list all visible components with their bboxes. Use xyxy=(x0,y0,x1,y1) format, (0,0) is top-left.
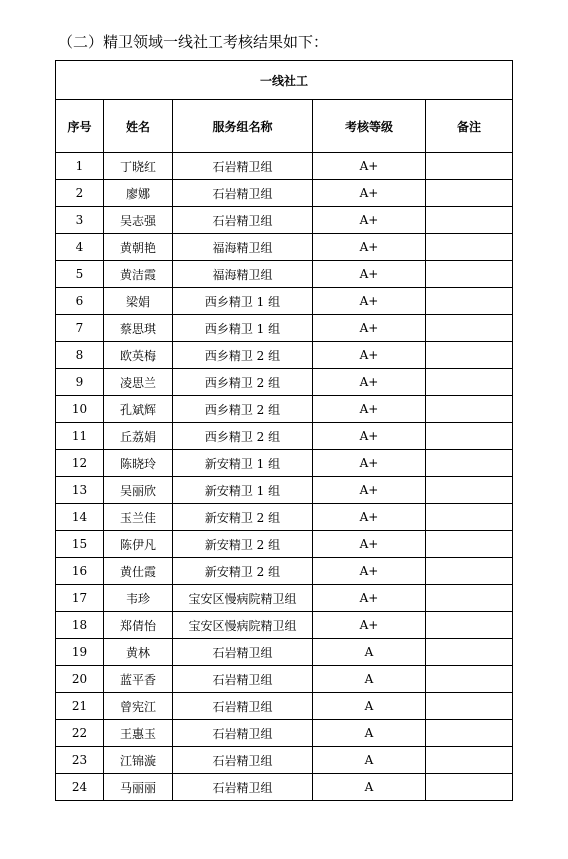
cell-name: 郑倩怡 xyxy=(104,612,173,639)
cell-note xyxy=(426,342,513,369)
cell-note xyxy=(426,774,513,801)
cell-grade: A xyxy=(313,693,426,720)
cell-note xyxy=(426,207,513,234)
cell-number: 16 xyxy=(56,558,104,585)
column-header-number: 序号 xyxy=(56,100,104,153)
table-body xyxy=(56,153,513,801)
cell-group: 石岩精卫组 xyxy=(173,153,313,180)
cell-name: 蔡思琪 xyxy=(104,315,173,342)
table-row xyxy=(56,612,513,639)
cell-grade: A+ xyxy=(313,558,426,585)
cell-grade: A+ xyxy=(313,207,426,234)
cell-name: 蓝平香 xyxy=(104,666,173,693)
cell-note xyxy=(426,504,513,531)
cell-name: 王惠玉 xyxy=(104,720,173,747)
cell-note xyxy=(426,288,513,315)
cell-number: 19 xyxy=(56,639,104,666)
cell-note xyxy=(426,558,513,585)
cell-number: 24 xyxy=(56,774,104,801)
cell-name: 廖娜 xyxy=(104,180,173,207)
cell-name: 玉兰佳 xyxy=(104,504,173,531)
cell-number: 23 xyxy=(56,747,104,774)
cell-number: 15 xyxy=(56,531,104,558)
cell-note xyxy=(426,234,513,261)
cell-number: 17 xyxy=(56,585,104,612)
table-header-row xyxy=(56,100,513,153)
cell-grade: A+ xyxy=(313,288,426,315)
table-row xyxy=(56,666,513,693)
table-row xyxy=(56,180,513,207)
cell-group: 新安精卫 2 组 xyxy=(173,504,313,531)
cell-note xyxy=(426,477,513,504)
table-row xyxy=(56,261,513,288)
cell-group: 石岩精卫组 xyxy=(173,693,313,720)
cell-number: 4 xyxy=(56,234,104,261)
cell-group: 福海精卫组 xyxy=(173,234,313,261)
cell-grade: A xyxy=(313,720,426,747)
table-row xyxy=(56,747,513,774)
cell-note xyxy=(426,666,513,693)
table-row xyxy=(56,477,513,504)
table-row xyxy=(56,693,513,720)
cell-group: 石岩精卫组 xyxy=(173,639,313,666)
cell-number: 1 xyxy=(56,153,104,180)
column-header-note: 备注 xyxy=(426,100,513,153)
cell-note xyxy=(426,423,513,450)
cell-number: 22 xyxy=(56,720,104,747)
column-header-name: 姓名 xyxy=(104,100,173,153)
cell-note xyxy=(426,396,513,423)
cell-grade: A+ xyxy=(313,585,426,612)
cell-group: 宝安区慢病院精卫组 xyxy=(173,612,313,639)
table-row xyxy=(56,234,513,261)
cell-number: 11 xyxy=(56,423,104,450)
cell-grade: A xyxy=(313,774,426,801)
cell-name: 梁娟 xyxy=(104,288,173,315)
cell-group: 石岩精卫组 xyxy=(173,747,313,774)
cell-group: 西乡精卫 1 组 xyxy=(173,288,313,315)
table-row xyxy=(56,315,513,342)
column-header-group: 服务组名称 xyxy=(173,100,313,153)
table-row xyxy=(56,774,513,801)
cell-grade: A+ xyxy=(313,450,426,477)
cell-name: 黄洁霞 xyxy=(104,261,173,288)
cell-group: 西乡精卫 2 组 xyxy=(173,423,313,450)
cell-note xyxy=(426,585,513,612)
cell-group: 石岩精卫组 xyxy=(173,207,313,234)
table-row xyxy=(56,396,513,423)
cell-name: 丁晓红 xyxy=(104,153,173,180)
cell-grade: A+ xyxy=(313,261,426,288)
cell-group: 西乡精卫 2 组 xyxy=(173,396,313,423)
cell-group: 石岩精卫组 xyxy=(173,666,313,693)
cell-number: 13 xyxy=(56,477,104,504)
cell-note xyxy=(426,261,513,288)
table-row xyxy=(56,639,513,666)
table-row xyxy=(56,585,513,612)
cell-note xyxy=(426,315,513,342)
cell-note xyxy=(426,612,513,639)
cell-name: 曾宪江 xyxy=(104,693,173,720)
cell-name: 吴丽欣 xyxy=(104,477,173,504)
section-heading: （二）精卫领域一线社工考核结果如下： xyxy=(58,33,329,51)
table-row xyxy=(56,720,513,747)
cell-number: 7 xyxy=(56,315,104,342)
cell-group: 石岩精卫组 xyxy=(173,180,313,207)
cell-grade: A+ xyxy=(313,234,426,261)
cell-grade: A+ xyxy=(313,315,426,342)
cell-note xyxy=(426,639,513,666)
table-row xyxy=(56,207,513,234)
table-row xyxy=(56,342,513,369)
cell-grade: A+ xyxy=(313,342,426,369)
cell-group: 西乡精卫 2 组 xyxy=(173,342,313,369)
cell-name: 孔斌辉 xyxy=(104,396,173,423)
cell-group: 新安精卫 2 组 xyxy=(173,531,313,558)
table-title: 一线社工 xyxy=(56,61,513,100)
cell-note xyxy=(426,450,513,477)
cell-name: 欧英梅 xyxy=(104,342,173,369)
table-row xyxy=(56,423,513,450)
cell-number: 20 xyxy=(56,666,104,693)
cell-name: 凌思兰 xyxy=(104,369,173,396)
cell-number: 10 xyxy=(56,396,104,423)
cell-name: 韦珍 xyxy=(104,585,173,612)
cell-grade: A+ xyxy=(313,477,426,504)
table-row xyxy=(56,288,513,315)
cell-grade: A xyxy=(313,666,426,693)
cell-number: 3 xyxy=(56,207,104,234)
cell-group: 西乡精卫 2 组 xyxy=(173,369,313,396)
cell-group: 新安精卫 1 组 xyxy=(173,450,313,477)
cell-grade: A+ xyxy=(313,180,426,207)
cell-grade: A+ xyxy=(313,396,426,423)
cell-number: 21 xyxy=(56,693,104,720)
cell-grade: A+ xyxy=(313,423,426,450)
cell-note xyxy=(426,531,513,558)
cell-number: 8 xyxy=(56,342,104,369)
cell-grade: A+ xyxy=(313,612,426,639)
cell-number: 2 xyxy=(56,180,104,207)
cell-name: 黄林 xyxy=(104,639,173,666)
cell-grade: A+ xyxy=(313,531,426,558)
cell-group: 石岩精卫组 xyxy=(173,774,313,801)
cell-name: 陈晓玲 xyxy=(104,450,173,477)
cell-number: 18 xyxy=(56,612,104,639)
table-title-row xyxy=(56,61,513,100)
cell-number: 9 xyxy=(56,369,104,396)
cell-group: 新安精卫 1 组 xyxy=(173,477,313,504)
cell-note xyxy=(426,180,513,207)
cell-group: 西乡精卫 1 组 xyxy=(173,315,313,342)
cell-number: 6 xyxy=(56,288,104,315)
cell-note xyxy=(426,153,513,180)
cell-number: 12 xyxy=(56,450,104,477)
cell-grade: A+ xyxy=(313,504,426,531)
cell-note xyxy=(426,747,513,774)
cell-name: 丘荔娟 xyxy=(104,423,173,450)
cell-note xyxy=(426,369,513,396)
table-row xyxy=(56,531,513,558)
table-row xyxy=(56,450,513,477)
cell-group: 福海精卫组 xyxy=(173,261,313,288)
cell-name: 吴志强 xyxy=(104,207,173,234)
cell-group: 新安精卫 2 组 xyxy=(173,558,313,585)
cell-group: 石岩精卫组 xyxy=(173,720,313,747)
cell-name: 马丽丽 xyxy=(104,774,173,801)
results-table xyxy=(55,60,513,801)
cell-grade: A+ xyxy=(313,153,426,180)
cell-name: 陈伊凡 xyxy=(104,531,173,558)
cell-note xyxy=(426,693,513,720)
table-row xyxy=(56,153,513,180)
cell-group: 宝安区慢病院精卫组 xyxy=(173,585,313,612)
cell-number: 14 xyxy=(56,504,104,531)
column-header-grade: 考核等级 xyxy=(313,100,426,153)
cell-name: 黄仕霞 xyxy=(104,558,173,585)
cell-name: 黄朝艳 xyxy=(104,234,173,261)
cell-grade: A xyxy=(313,639,426,666)
cell-name: 江锦漩 xyxy=(104,747,173,774)
table-row xyxy=(56,369,513,396)
table-row xyxy=(56,504,513,531)
cell-note xyxy=(426,720,513,747)
cell-number: 5 xyxy=(56,261,104,288)
cell-grade: A+ xyxy=(313,369,426,396)
table-row xyxy=(56,558,513,585)
cell-grade: A xyxy=(313,747,426,774)
